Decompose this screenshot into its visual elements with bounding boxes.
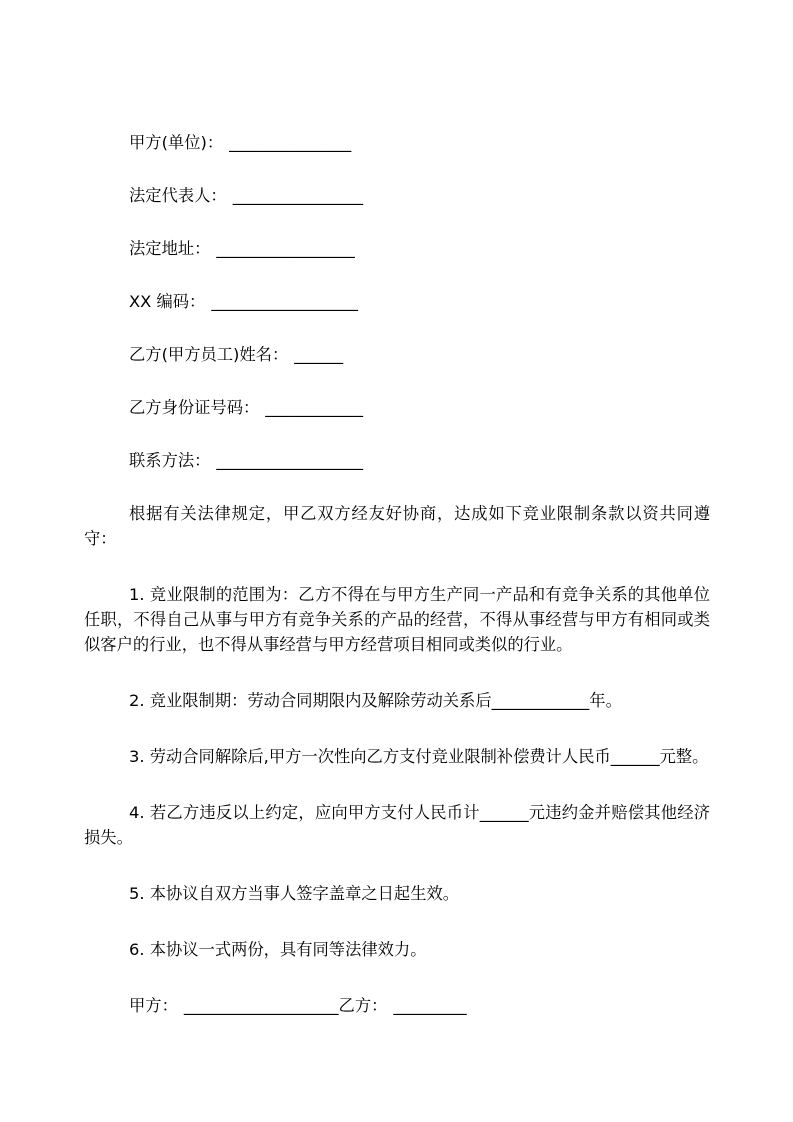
field-blank: _______________ bbox=[229, 133, 352, 152]
field-blank: ________________ bbox=[232, 186, 363, 205]
intro-paragraph: 根据有关法律规定，甲乙双方经友好协商，达成如下竞业限制条款以资共同遵守： bbox=[84, 504, 710, 548]
field-blank: __________________ bbox=[211, 292, 358, 311]
clause-paragraph-2: 2. 竞业限制期：劳动合同期限内及解除劳动关系后____________年。 bbox=[129, 691, 622, 710]
field-blank: ______ bbox=[294, 345, 344, 364]
field-label: 甲方(单位)： bbox=[129, 133, 224, 152]
field-label: 法定地址： bbox=[129, 239, 211, 258]
field-line-xx-code bbox=[84, 289, 710, 314]
clause-paragraph-6: 6. 本协议一式两份，具有同等法律效力。 bbox=[129, 940, 427, 959]
field-line-legal-representative bbox=[84, 183, 710, 208]
field-label: XX 编码： bbox=[129, 292, 206, 311]
field-label: 乙方身份证号码： bbox=[129, 398, 260, 417]
party-b-signature-blank: _________ bbox=[393, 996, 467, 1015]
field-label: 法定代表人： bbox=[129, 186, 227, 205]
field-label: 乙方(甲方员工)姓名： bbox=[129, 345, 289, 364]
field-line-contact-method bbox=[84, 448, 710, 473]
party-b-signature-label: 乙方： bbox=[338, 996, 388, 1015]
field-line-party-a bbox=[84, 130, 710, 155]
field-line-legal-address bbox=[84, 236, 710, 261]
party-a-signature-blank: ___________________ bbox=[183, 996, 339, 1015]
field-blank: __________________ bbox=[216, 451, 363, 470]
field-line-party-b-id-number bbox=[84, 395, 710, 420]
signature-line bbox=[84, 993, 710, 1018]
field-blank: ____________ bbox=[265, 398, 363, 417]
header-fields bbox=[84, 130, 710, 473]
field-blank: _________________ bbox=[216, 239, 355, 258]
clause-paragraph-3: 3. 劳动合同解除后,甲方一次性向乙方支付竞业限制补偿费计人民币______元整。 bbox=[129, 747, 709, 766]
clause-paragraph-1: 1. 竞业限制的范围为：乙方不得在与甲方生产同一产品和有竞争关系的其他单位任职，不得自己从事与甲方有竞争关系的产品的经营，不得从事经营与甲方有相同或类似客户的行业，也不得从事经营与甲方经营项目相同或类似的行业。 bbox=[84, 585, 710, 654]
body-clauses bbox=[84, 501, 710, 962]
clause-paragraph-4: 4. 若乙方违反以上约定，应向甲方支付人民币计______元违约金并赔偿其他经济损失。 bbox=[84, 803, 710, 847]
party-a-signature-label: 甲方： bbox=[129, 996, 178, 1015]
clause-paragraph-5: 5. 本协议自双方当事人签字盖章之日起生效。 bbox=[129, 884, 460, 903]
field-line-party-b-name bbox=[84, 342, 710, 367]
field-label: 联系方法： bbox=[129, 451, 211, 470]
